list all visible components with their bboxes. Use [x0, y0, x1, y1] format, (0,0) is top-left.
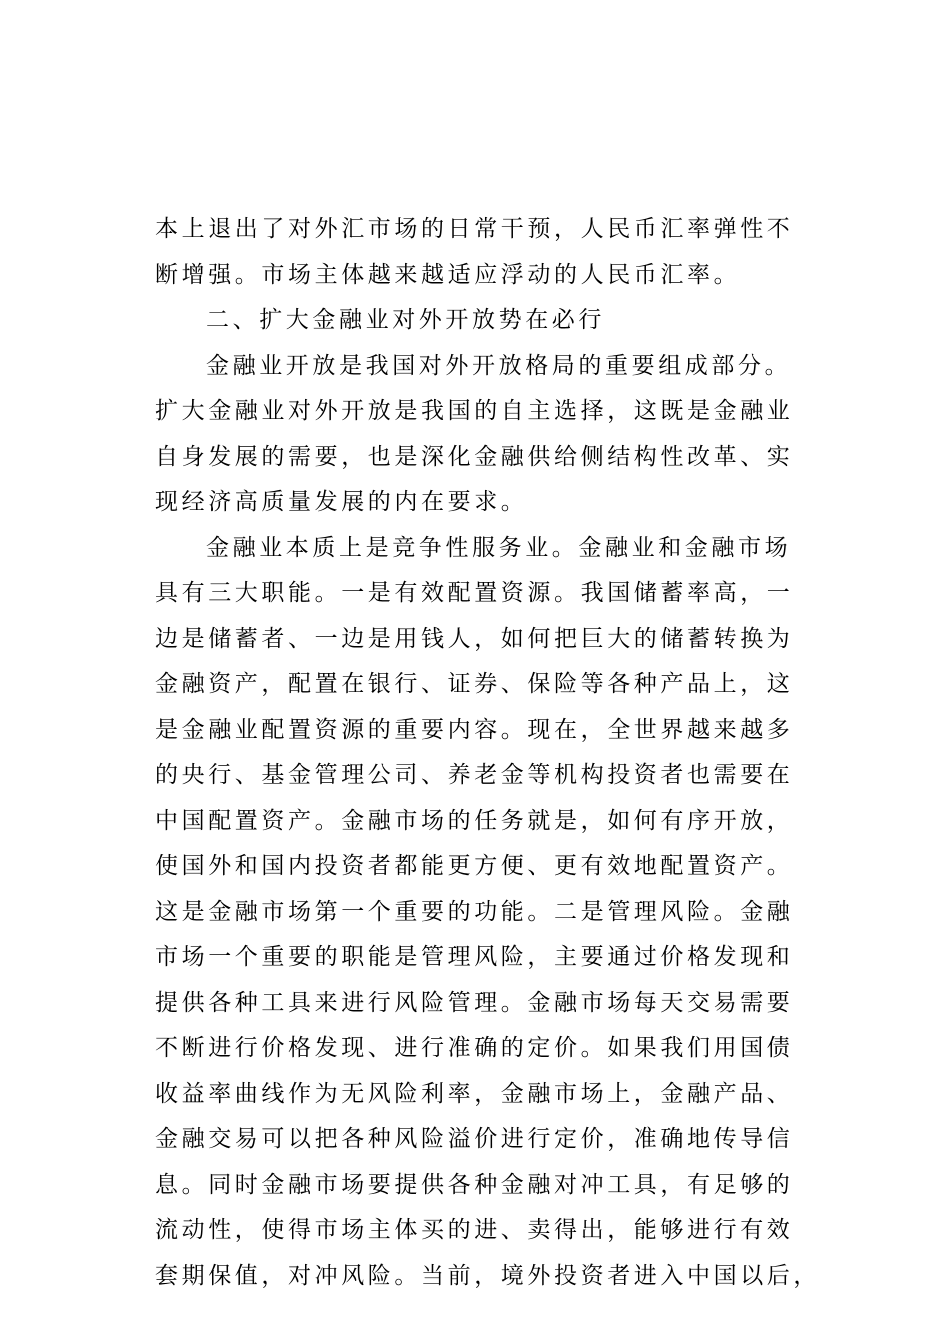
text-line: 自身发展的需要，也是深化金融供给侧结构性改革、实	[155, 443, 794, 470]
text-line: 收益率曲线作为无风险利率，金融市场上，金融产品、	[155, 1080, 794, 1107]
text-line: 金融业开放是我国对外开放格局的重要组成部分。	[206, 352, 792, 379]
text-line: 息。同时金融市场要提供各种金融对冲工具，有足够的	[155, 1171, 794, 1198]
text-line: 金融交易可以把各种风险溢价进行定价，准确地传导信	[155, 1126, 794, 1152]
text-line: 扩大金融业对外开放是我国的自主选择，这既是金融业	[155, 398, 794, 424]
text-line: 不断进行价格发现、进行准确的定价。如果我们用国债	[155, 1035, 794, 1061]
text-line: 金融业本质上是竞争性服务业。金融业和金融市场	[206, 534, 792, 561]
text-line: 本上退出了对外汇市场的日常干预，人民币汇率弹性不	[155, 216, 794, 242]
text-line: 套期保值，对冲风险。当前，境外投资者进入中国以后，	[155, 1262, 820, 1289]
text-line: 现经济高质量发展的内在要求。	[155, 489, 528, 515]
text-line: 流动性，使得市场主体买的进、卖得出，能够进行有效	[155, 1217, 794, 1243]
text-line: 边是储蓄者、一边是用钱人，如何把巨大的储蓄转换为	[155, 625, 794, 652]
text-line: 断增强。市场主体越来越适应浮动的人民币汇率。	[155, 261, 741, 288]
document-body	[155, 207, 820, 1299]
text-line: 是金融业配置资源的重要内容。现在，全世界越来越多	[155, 716, 794, 743]
text-line: 中国配置资产。金融市场的任务就是，如何有序开放，	[155, 807, 794, 834]
text-line: 市场一个重要的职能是管理风险，主要通过价格发现和	[155, 944, 794, 970]
text-line: 具有三大职能。一是有效配置资源。我国储蓄率高，一	[155, 580, 794, 606]
text-line: 提供各种工具来进行风险管理。金融市场每天交易需要	[155, 989, 794, 1016]
text-line: 金融资产，配置在银行、证券、保险等各种产品上，这	[155, 671, 794, 697]
text-line: 这是金融市场第一个重要的功能。二是管理风险。金融	[155, 898, 794, 925]
text-line: 使国外和国内投资者都能更方便、更有效地配置资产。	[155, 853, 794, 879]
section-heading: 二、扩大金融业对外开放势在必行	[206, 307, 605, 333]
text-line: 的央行、基金管理公司、养老金等机构投资者也需要在	[155, 762, 794, 788]
